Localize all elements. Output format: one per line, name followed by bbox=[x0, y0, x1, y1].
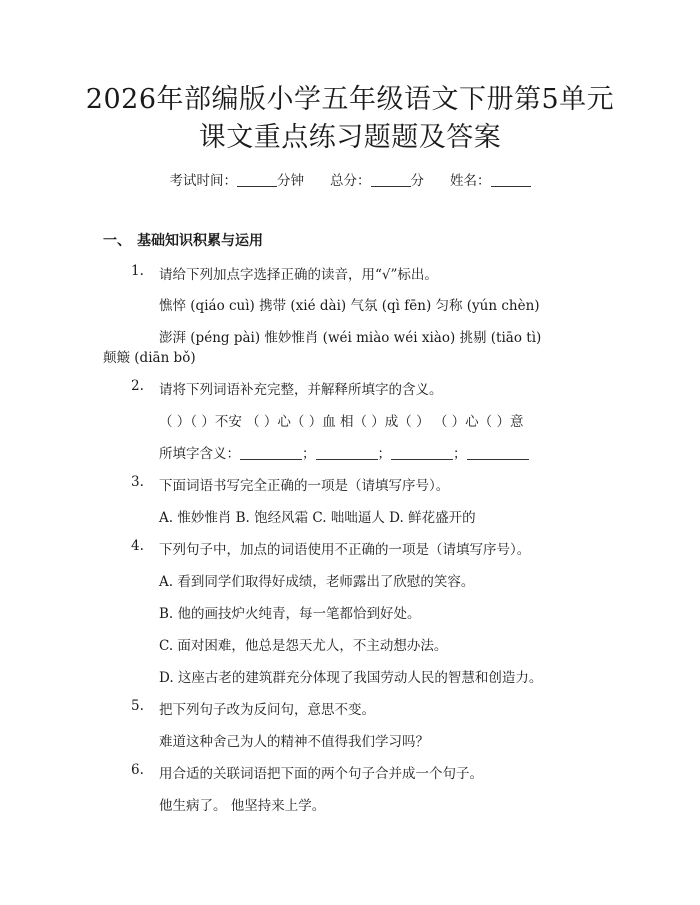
question-prompt: 把下列句子改为反问句，意思不变。 bbox=[159, 702, 375, 718]
document-title-line2: 课文重点练习题题及答案 bbox=[198, 122, 502, 153]
score-label: 总分： bbox=[330, 173, 371, 189]
section-heading bbox=[103, 230, 263, 250]
option-c: C. 面对困难，他总是怨天尤人，不主动想办法。 bbox=[159, 638, 448, 654]
pinyin-line: 颠簸 (diān bǒ) bbox=[103, 350, 196, 366]
score-blank[interactable] bbox=[371, 174, 411, 187]
options-line: A. 惟妙惟肖 B. 饱经风霜 C. 咄咄逼人 D. 鲜花盛开的 bbox=[159, 510, 476, 526]
option-a: A. 看到同学们取得好成绩，老师露出了欣慰的笑容。 bbox=[159, 574, 475, 590]
answer-blank[interactable] bbox=[240, 447, 302, 460]
question-prompt: 下列句子中，加点的词语使用不正确的一项是（请填写序号）。 bbox=[159, 542, 531, 558]
time-label: 考试时间： bbox=[169, 173, 237, 189]
option-d: D. 这座古老的建筑群充分体现了我国劳动人民的智慧和创造力。 bbox=[159, 670, 543, 686]
answer-blank[interactable] bbox=[467, 447, 529, 460]
answer-blank[interactable] bbox=[391, 447, 453, 460]
sentence: 难道这种舍己为人的精神不值得我们学习吗？ bbox=[159, 734, 429, 750]
question-prompt: 下面词语书写完全正确的一项是（请填写序号）。 bbox=[159, 478, 450, 494]
question-prompt: 请将下列词语补充完整，并解释所填字的含义。 bbox=[159, 382, 443, 398]
score-unit: 分 bbox=[410, 173, 424, 189]
sentence: 他生病了。 他坚持来上学。 bbox=[159, 798, 326, 814]
question-number: 4. bbox=[131, 538, 144, 554]
question-number: 2. bbox=[131, 378, 144, 394]
separator: ； bbox=[302, 446, 316, 462]
question-prompt: 请给下列加点字选择正确的读音，用“√”标出。 bbox=[159, 267, 438, 283]
section-number: 一、 bbox=[103, 233, 131, 249]
question-number: 5. bbox=[131, 698, 144, 714]
question-number: 3. bbox=[131, 474, 144, 490]
time-unit: 分钟 bbox=[277, 173, 304, 189]
question-prompt: 用合适的关联词语把下面的两个句子合并成一个句子。 bbox=[159, 766, 483, 782]
meaning-line bbox=[159, 442, 529, 462]
pinyin-line: 憔悴 (qiáo cuì) 携带 (xié dài) 气氛 (qì fēn) 匀称 (yún chèn) bbox=[159, 298, 540, 314]
separator: ； bbox=[453, 446, 467, 462]
name-blank[interactable] bbox=[491, 174, 531, 187]
fill-words-line: （ ）（ ）不安 （ ）心（ ）血 相（ ）成（ ） （ ）心（ ）意 bbox=[159, 414, 524, 430]
pinyin-line: 澎湃 (péng pài) 惟妙惟肖 (wéi miào wéi xiào) 挑剔 (tiāo tì) bbox=[159, 330, 542, 346]
document-title-line1: 2026年部编版小学五年级语文下册第5单元 bbox=[85, 84, 615, 115]
option-b: B. 他的画技炉火纯青，每一笔都恰到好处。 bbox=[159, 606, 421, 622]
time-blank[interactable] bbox=[237, 174, 277, 187]
section-title: 基础知识积累与运用 bbox=[137, 233, 263, 249]
separator: ； bbox=[377, 446, 391, 462]
meaning-label: 所填字含义： bbox=[159, 446, 240, 462]
question-number: 1. bbox=[131, 263, 144, 279]
question-number: 6. bbox=[131, 762, 144, 778]
exam-meta bbox=[0, 169, 700, 189]
answer-blank[interactable] bbox=[316, 447, 378, 460]
name-label: 姓名： bbox=[450, 173, 491, 189]
